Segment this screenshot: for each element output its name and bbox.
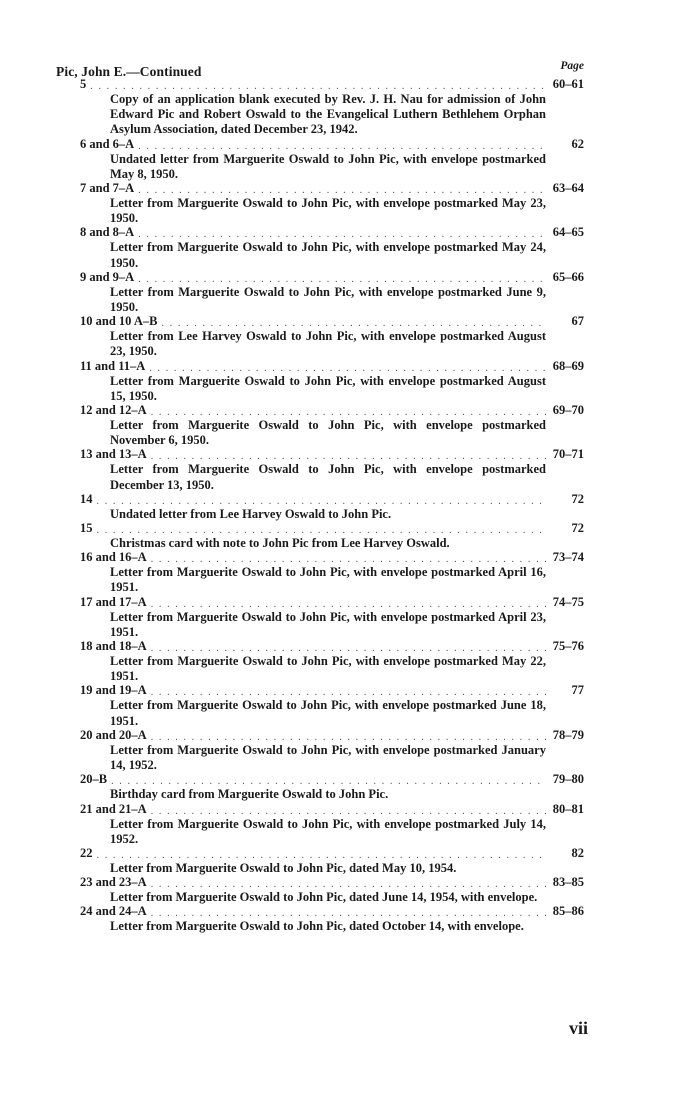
exhibit-description: Letter from Marguerite Oswald to John Pic, with envelope postmarked June 9, 1950. <box>110 284 546 315</box>
exhibit-description: Birthday card from Marguerite Oswald to John Pic. <box>110 787 389 802</box>
exhibit-number: 12 and 12–A <box>80 403 147 418</box>
exhibit-number: 11 and 11–A <box>80 358 146 373</box>
dot-leader <box>151 807 546 817</box>
exhibit-entry-line <box>80 773 584 787</box>
exhibit-number: 23 and 23–A <box>80 875 147 890</box>
exhibit-number: 19 and 19–A <box>80 683 147 698</box>
exhibit-number: 7 and 7–A <box>80 181 135 196</box>
exhibit-entry <box>80 803 584 847</box>
dot-leader <box>151 600 546 610</box>
page-reference: 83–85 <box>552 875 584 890</box>
exhibit-list <box>80 78 584 935</box>
exhibit-entry-line <box>80 315 584 329</box>
exhibit-description: Letter from Marguerite Oswald to John Pic, with envelope postmarked November 6, 1950. <box>110 418 546 448</box>
exhibit-entry <box>80 876 584 905</box>
exhibit-entry-line <box>80 448 584 462</box>
exhibit-number: 5 <box>80 77 87 91</box>
exhibit-entry <box>80 493 584 522</box>
page-reference: 85–86 <box>552 904 584 919</box>
exhibit-number: 18 and 18–A <box>80 639 147 654</box>
dot-leader <box>97 526 547 536</box>
exhibit-description: Letter from Marguerite Oswald to John Pic, with envelope postmarked January 14, 1952. <box>110 742 546 773</box>
exhibit-entry <box>80 360 584 404</box>
exhibit-entry-line <box>80 360 584 374</box>
exhibit-number: 22 <box>80 845 93 860</box>
exhibit-entry-line <box>80 876 584 890</box>
exhibit-number: 20–B <box>80 772 108 787</box>
exhibit-description: Letter from Marguerite Oswald to John Pic, with envelope postmarked May 22, 1951. <box>110 654 546 684</box>
page-reference: 68–69 <box>552 358 584 373</box>
exhibit-entry-line <box>80 493 584 507</box>
dot-leader <box>151 408 546 418</box>
dot-leader <box>151 880 546 890</box>
exhibit-entry-line <box>80 847 584 861</box>
section-heading: Pic, John E.—Continued <box>56 64 202 79</box>
dot-leader <box>111 777 546 787</box>
exhibit-description: Christmas card with note to John Pic from Lee Harvey Oswald. <box>110 536 450 551</box>
page-reference: 73–74 <box>552 550 584 565</box>
exhibit-number: 13 and 13–A <box>80 447 147 462</box>
exhibit-entry <box>80 448 584 492</box>
exhibit-entry-line <box>80 803 584 817</box>
exhibit-entry <box>80 596 584 640</box>
page-reference: 70–71 <box>552 447 584 462</box>
exhibit-description: Letter from Marguerite Oswald to John Pic, with envelope postmarked July 14, 1952. <box>110 816 546 846</box>
page-reference: 75–76 <box>552 639 584 654</box>
exhibit-entry <box>80 138 584 182</box>
exhibit-description: Letter from Marguerite Oswald to John Pic, dated October 14, with envelope. <box>110 919 524 934</box>
dot-leader <box>149 364 546 374</box>
exhibit-entry <box>80 78 584 138</box>
page-number: vii <box>568 1018 588 1038</box>
exhibit-number: 8 and 8–A <box>80 225 135 240</box>
exhibit-description: Letter from Marguerite Oswald to John Pic, with envelope postmarked May 24, 1950. <box>110 240 546 270</box>
exhibit-entry-line <box>80 182 584 196</box>
page-reference: 72 <box>571 521 584 536</box>
page-reference: 69–70 <box>552 403 584 418</box>
exhibit-number: 21 and 21–A <box>80 801 147 816</box>
page-reference: 64–65 <box>552 225 584 240</box>
exhibit-description: Undated letter from Lee Harvey Oswald to John Pic. <box>110 506 392 521</box>
exhibit-entry <box>80 404 584 448</box>
exhibit-description: Letter from Lee Harvey Oswald to John Pic, with envelope postmarked August 23, 1950. <box>110 329 546 359</box>
exhibit-description: Undated letter from Marguerite Oswald to John Pic, with envelope postmarked May 8, 1950. <box>110 151 546 181</box>
exhibit-number: 16 and 16–A <box>80 550 147 565</box>
dot-leader <box>151 909 546 919</box>
exhibit-entry <box>80 271 584 315</box>
page-reference: 80–81 <box>552 801 584 816</box>
exhibit-entry-line <box>80 551 584 565</box>
exhibit-entry-line <box>80 596 584 610</box>
page-reference: 62 <box>571 136 584 151</box>
dot-leader <box>138 230 546 240</box>
page-column-label: Page <box>560 60 584 72</box>
page-reference: 67 <box>571 314 584 329</box>
exhibit-entry <box>80 226 584 270</box>
dot-leader <box>151 688 546 698</box>
exhibit-entry <box>80 847 584 876</box>
exhibit-entry-line <box>80 138 584 152</box>
exhibit-entry-line <box>80 684 584 698</box>
exhibit-entry <box>80 729 584 773</box>
page-reference: 60–61 <box>552 77 584 91</box>
exhibit-description: Letter from Marguerite Oswald to John Pic, dated June 14, 1954, with envelope. <box>110 890 538 905</box>
exhibit-entry <box>80 522 584 551</box>
exhibit-entry-line <box>80 404 584 418</box>
exhibit-description: Letter from Marguerite Oswald to John Pic, with envelope postmarked August 15, 1950. <box>110 373 546 403</box>
exhibit-number: 15 <box>80 521 93 536</box>
page-reference: 82 <box>571 845 584 860</box>
exhibit-entry-line <box>80 78 584 92</box>
dot-leader <box>138 186 546 196</box>
exhibit-description: Letter from Marguerite Oswald to John Pic, with envelope postmarked April 16, 1951. <box>110 565 546 595</box>
exhibit-entry-line <box>80 640 584 654</box>
exhibit-entry <box>80 640 584 684</box>
exhibit-number: 17 and 17–A <box>80 594 147 609</box>
exhibit-entry <box>80 773 584 802</box>
exhibit-description: Letter from Marguerite Oswald to John Pic, with envelope postmarked December 13, 1950. <box>110 462 546 492</box>
dot-leader <box>138 275 546 285</box>
exhibit-entry <box>80 315 584 359</box>
exhibit-number: 24 and 24–A <box>80 904 147 919</box>
dot-leader <box>161 319 546 329</box>
exhibit-description: Letter from Marguerite Oswald to John Pic, with envelope postmarked June 18, 1951. <box>110 698 546 728</box>
exhibit-number: 10 and 10 A–B <box>80 314 158 329</box>
exhibit-entry <box>80 905 584 934</box>
dot-leader <box>151 644 546 654</box>
exhibit-entry-line <box>80 271 584 285</box>
page-reference: 72 <box>571 491 584 506</box>
exhibit-entry-line <box>80 226 584 240</box>
exhibit-entry-line <box>80 522 584 536</box>
page-reference: 77 <box>571 683 584 698</box>
exhibit-number: 6 and 6–A <box>80 136 135 151</box>
dot-leader <box>151 452 546 462</box>
exhibit-entry <box>80 684 584 728</box>
page-reference: 65–66 <box>552 269 584 284</box>
exhibit-entry <box>80 182 584 226</box>
exhibit-entry-line <box>80 729 584 743</box>
exhibit-description: Letter from Marguerite Oswald to John Pic, dated May 10, 1954. <box>110 860 457 875</box>
exhibit-entry-line <box>80 905 584 919</box>
exhibit-number: 9 and 9–A <box>80 269 135 284</box>
exhibit-number: 14 <box>80 491 93 506</box>
dot-leader <box>97 851 547 861</box>
page-reference: 74–75 <box>552 594 584 609</box>
exhibit-description: Letter from Marguerite Oswald to John Pic, with envelope postmarked May 23, 1950. <box>110 196 546 226</box>
page-reference: 79–80 <box>552 772 584 787</box>
dot-leader <box>151 555 546 565</box>
dot-leader <box>90 82 546 92</box>
page-reference: 63–64 <box>552 181 584 196</box>
dot-leader <box>151 733 546 743</box>
exhibit-description: Copy of an application blank executed by Rev. J. H. Nau for admission of John Edward Pic and Robert Oswald to the Evangelical Luthern Bethlehem Orphan Asylum Association, dated December 23, 1942. <box>110 92 546 137</box>
dot-leader <box>138 142 546 152</box>
page-reference: 78–79 <box>552 727 584 742</box>
exhibit-description: Letter from Marguerite Oswald to John Pic, with envelope postmarked April 23, 1951. <box>110 609 546 639</box>
exhibit-number: 20 and 20–A <box>80 727 147 742</box>
exhibit-entry <box>80 551 584 595</box>
dot-leader <box>97 497 547 507</box>
